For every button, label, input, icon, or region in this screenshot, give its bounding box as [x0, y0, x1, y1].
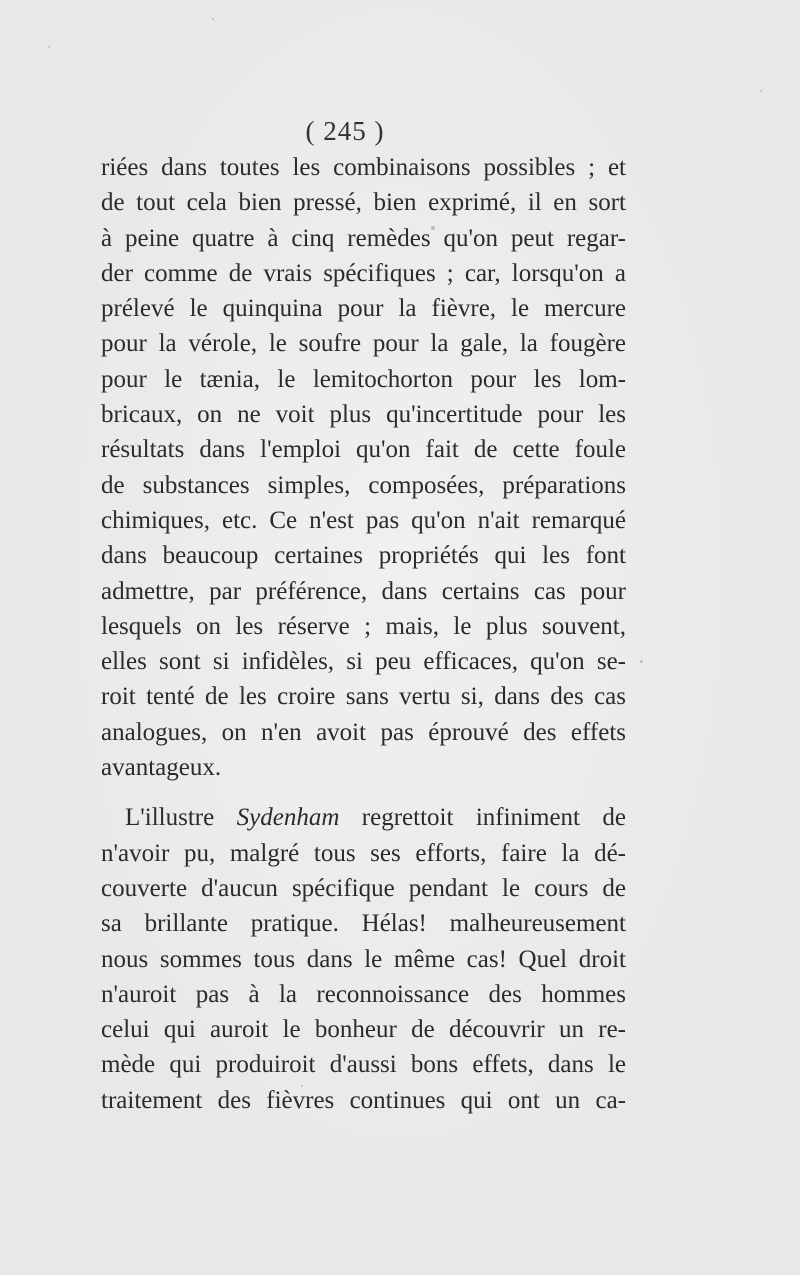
text-line: à peine quatre à cinq remèdes qu'on peut regar-	[101, 224, 626, 252]
text-line: bricaux, on ne voit plus qu'incertitude pour les	[101, 401, 626, 429]
text-line: dans beaucoup certaines propriétés qui les font	[101, 542, 626, 570]
text-line: couverte d'aucun spécifique pendant le cours de	[101, 874, 626, 902]
text-run: L'illustre	[125, 804, 237, 832]
text-line: pour la vérole, le soufre pour la gale, la fougère	[101, 330, 626, 358]
text-line: résultats dans l'emploi qu'on fait de cette foule	[101, 436, 626, 464]
text-run: regrettoit infiniment de	[339, 804, 626, 832]
text-line: der comme de vrais spécifiques ; car, lorsqu'on a	[101, 259, 626, 287]
text-line: pour le tænia, le lemitochorton pour les lom-	[101, 365, 626, 393]
text-line: nous sommes tous dans le même cas! Quel droit	[101, 945, 626, 973]
body-text	[101, 150, 626, 1118]
text-line: admettre, par préférence, dans certains cas pour	[101, 577, 626, 605]
text-line	[101, 800, 626, 835]
text-line: de substances simples, composées, préparations	[101, 471, 626, 499]
paper-speck	[760, 90, 762, 92]
author-name: Sydenham	[236, 804, 340, 832]
text-line: de tout cela bien pressé, bien exprimé, il en sort	[101, 189, 626, 217]
paper-speck	[212, 18, 214, 20]
text-line: elles sont si infidèles, si peu efficaces, qu'on se-	[101, 648, 626, 676]
text-line: prélevé le quinquina pour la fièvre, le mercure	[101, 295, 626, 323]
page-number: ( 245 )	[305, 116, 385, 146]
text-line: mède qui produiroit d'aussi bons effets, dans le	[101, 1051, 626, 1079]
text-line: n'avoir pu, malgré tous ses efforts, faire la dé-	[101, 839, 626, 867]
text-line: traitement des fièvres continues qui ont un ca-	[101, 1086, 626, 1114]
paragraph	[101, 800, 626, 1118]
paragraph	[101, 150, 626, 785]
paper-speck	[640, 660, 643, 663]
text-line: riées dans toutes les combinaisons possibles ; et	[101, 154, 626, 181]
text-line: avantageux.	[101, 754, 222, 782]
text-line: celui qui auroit le bonheur de découvrir un re-	[101, 1016, 626, 1044]
text-line: sa brillante pratique. Hélas! malheureusement	[101, 910, 626, 938]
text-line: n'auroit pas à la reconnoissance des hommes	[101, 980, 626, 1008]
paper-speck	[48, 46, 50, 48]
text-line: lesquels on les réserve ; mais, le plus souvent,	[101, 612, 626, 640]
text-line: analogues, on n'en avoit pas éprouvé des effets	[101, 718, 626, 746]
text-line: roit tenté de les croire sans vertu si, dans des cas	[101, 683, 626, 711]
text-line: chimiques, etc. Ce n'est pas qu'on n'ait remarqué	[101, 506, 626, 534]
